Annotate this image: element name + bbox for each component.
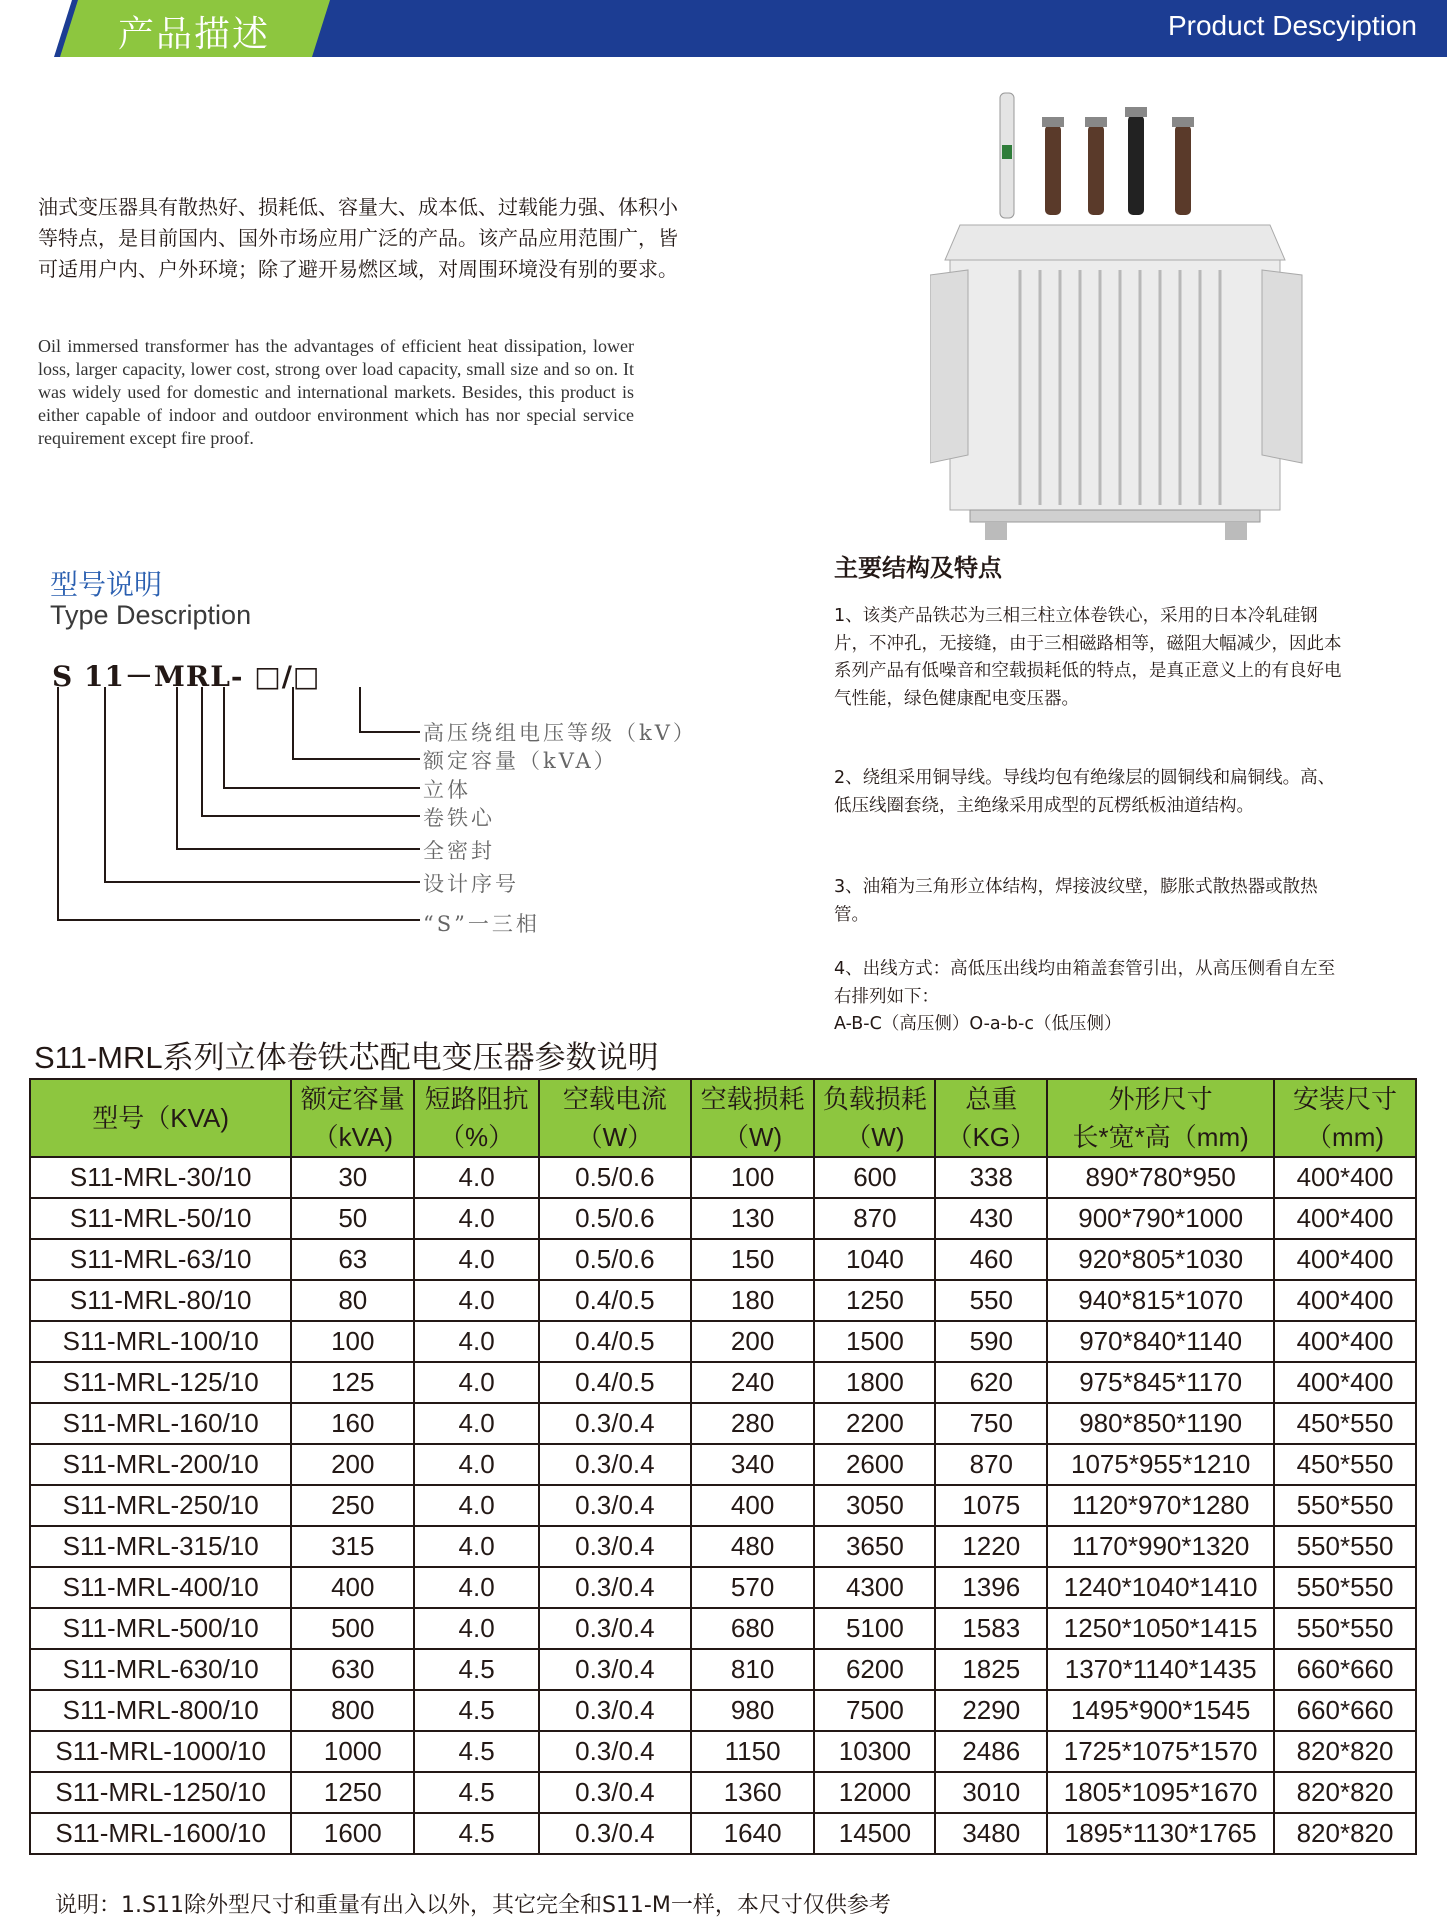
table-cell: 920*805*1030 [1047, 1239, 1274, 1280]
header-weight-l2: （KG） [946, 1122, 1037, 1152]
table-cell: S11-MRL-1000/10 [30, 1731, 291, 1772]
table-cell: 590 [935, 1321, 1047, 1362]
table-cell: 5100 [814, 1608, 935, 1649]
table-row [30, 1567, 1416, 1608]
table-cell: 4.0 [414, 1485, 539, 1526]
table-title: S11-MRL系列立体卷铁芯配电变压器参数说明 [34, 1040, 659, 1075]
table-cell: 4.0 [414, 1608, 539, 1649]
table-cell: 1640 [691, 1813, 815, 1854]
table-cell: 130 [691, 1198, 815, 1239]
header-noload-current [539, 1079, 691, 1157]
table-cell: 0.3/0.4 [539, 1403, 691, 1444]
header-install-size-l2: （mm) [1306, 1122, 1385, 1152]
header-weight-l1: 总重 [965, 1084, 1018, 1114]
table-cell: 150 [691, 1239, 815, 1280]
table-cell: 550*550 [1274, 1567, 1416, 1608]
header-title-cn: 产品描述 [118, 14, 271, 55]
table-cell: 80 [291, 1280, 414, 1321]
intro-text-cn: 油式变压器具有散热好、损耗低、容量大、成本低、过载能力强、体积小等特点，是目前国内、国外市场应用广泛的产品。该产品应用范围广，皆可适用户内、户外环境；除了避开易燃区域，对周围环境没有别的要求。 [38, 195, 678, 281]
table-cell: 660*660 [1274, 1690, 1416, 1731]
table-cell: 450*550 [1274, 1444, 1416, 1485]
table-cell: 1250*1050*1415 [1047, 1608, 1274, 1649]
table-cell: 2290 [935, 1690, 1047, 1731]
table-cell: 480 [691, 1526, 815, 1567]
table-row [30, 1280, 1416, 1321]
table-cell: 820*820 [1274, 1731, 1416, 1772]
table-cell: 1000 [291, 1731, 414, 1772]
table-cell: 125 [291, 1362, 414, 1403]
legend-three-phase: “S”一三相 [423, 912, 540, 936]
table-cell: 400*400 [1274, 1280, 1416, 1321]
table-cell: 940*815*1070 [1047, 1280, 1274, 1321]
table-cell: S11-MRL-63/10 [30, 1239, 291, 1280]
table-cell: S11-MRL-500/10 [30, 1608, 291, 1649]
header-title-en: Product Descyiption [1167, 10, 1417, 41]
table-cell: 1800 [814, 1362, 935, 1403]
table-cell: 810 [691, 1649, 815, 1690]
table-cell: 240 [691, 1362, 815, 1403]
table-cell: 600 [814, 1157, 935, 1198]
table-cell: S11-MRL-1250/10 [30, 1772, 291, 1813]
table-cell: S11-MRL-80/10 [30, 1280, 291, 1321]
table-cell: 180 [691, 1280, 815, 1321]
table-note: 说明：1.S11除外型尺寸和重量有出入以外，其它完全和S11-M一样，本尺寸仅供参考 [55, 1893, 891, 1918]
table-cell: 4.0 [414, 1362, 539, 1403]
table-cell: 0.5/0.6 [539, 1239, 691, 1280]
header-capacity [291, 1079, 414, 1157]
table-cell: S11-MRL-50/10 [30, 1198, 291, 1239]
header-dimensions-l1: 外形尺寸 [1108, 1084, 1213, 1114]
table-row [30, 1690, 1416, 1731]
table-cell: S11-MRL-100/10 [30, 1321, 291, 1362]
header-dimensions [1047, 1079, 1274, 1157]
table-row [30, 1608, 1416, 1649]
table-cell: 12000 [814, 1772, 935, 1813]
table-cell: 7500 [814, 1690, 935, 1731]
table-cell: 1495*900*1545 [1047, 1690, 1274, 1731]
table-cell: S11-MRL-200/10 [30, 1444, 291, 1485]
table-cell: 870 [935, 1444, 1047, 1485]
table-cell: 4.0 [414, 1526, 539, 1567]
table-cell: 0.3/0.4 [539, 1772, 691, 1813]
header-model [30, 1079, 291, 1157]
table-row [30, 1321, 1416, 1362]
table-cell: 1583 [935, 1608, 1047, 1649]
header-weight [935, 1079, 1047, 1157]
header-impedance-l2: （%） [439, 1122, 515, 1152]
table-cell: 820*820 [1274, 1813, 1416, 1854]
table-cell: 3480 [935, 1813, 1047, 1854]
table-cell: 250 [291, 1485, 414, 1526]
header-white-notch [0, 0, 72, 57]
header-impedance-l1: 短路阻抗 [424, 1084, 529, 1114]
table-cell: 1370*1140*1435 [1047, 1649, 1274, 1690]
table-cell: 4.5 [414, 1731, 539, 1772]
table-cell: 4.0 [414, 1239, 539, 1280]
table-cell: 0.3/0.4 [539, 1731, 691, 1772]
spec-table [29, 1078, 1417, 1855]
table-cell: 0.3/0.4 [539, 1526, 691, 1567]
table-row [30, 1239, 1416, 1280]
table-cell: 1075*955*1210 [1047, 1444, 1274, 1485]
table-cell: 970*840*1140 [1047, 1321, 1274, 1362]
table-cell: 620 [935, 1362, 1047, 1403]
table-cell: S11-MRL-160/10 [30, 1403, 291, 1444]
table-row [30, 1403, 1416, 1444]
table-cell: 1040 [814, 1239, 935, 1280]
model-code: S 11－MRL- □/□ [52, 660, 321, 693]
table-cell: 200 [691, 1321, 815, 1362]
table-cell: 4.5 [414, 1772, 539, 1813]
table-cell: 980*850*1190 [1047, 1403, 1274, 1444]
table-cell: 1360 [691, 1772, 815, 1813]
table-cell: 2600 [814, 1444, 935, 1485]
table-cell: 4.5 [414, 1649, 539, 1690]
table-cell: 1500 [814, 1321, 935, 1362]
table-cell: 400*400 [1274, 1362, 1416, 1403]
table-cell: 4.0 [414, 1280, 539, 1321]
table-cell: 4.5 [414, 1690, 539, 1731]
table-cell: 820*820 [1274, 1772, 1416, 1813]
table-cell: 550*550 [1274, 1608, 1416, 1649]
table-cell: 450*550 [1274, 1403, 1416, 1444]
table-cell: 3650 [814, 1526, 935, 1567]
table-cell: 400*400 [1274, 1198, 1416, 1239]
table-cell: 1240*1040*1410 [1047, 1567, 1274, 1608]
table-cell: 900*790*1000 [1047, 1198, 1274, 1239]
header-install-size-l1: 安装尺寸 [1293, 1084, 1398, 1114]
table-cell: 1250 [291, 1772, 414, 1813]
table-cell: 0.5/0.6 [539, 1157, 691, 1198]
table-row [30, 1526, 1416, 1567]
table-cell: 4.0 [414, 1157, 539, 1198]
table-cell: 550*550 [1274, 1485, 1416, 1526]
table-cell: 1120*970*1280 [1047, 1485, 1274, 1526]
table-cell: 870 [814, 1198, 935, 1239]
table-cell: 0.3/0.4 [539, 1567, 691, 1608]
table-cell: 630 [291, 1649, 414, 1690]
table-cell: 1170*990*1320 [1047, 1526, 1274, 1567]
table-cell: 63 [291, 1239, 414, 1280]
table-cell: S11-MRL-315/10 [30, 1526, 291, 1567]
table-cell: 550*550 [1274, 1526, 1416, 1567]
table-cell: S11-MRL-250/10 [30, 1485, 291, 1526]
transformer-photo [930, 85, 1340, 555]
table-cell: 1396 [935, 1567, 1047, 1608]
legend-hv-voltage: 高压绕组电压等级（kV） [423, 721, 697, 745]
table-row [30, 1485, 1416, 1526]
table-cell: 2200 [814, 1403, 935, 1444]
table-cell: 1600 [291, 1813, 414, 1854]
feature-item-1: 1、该类产品铁芯为三相三柱立体卷铁心，采用的日本冷轧硅钢片，不冲孔，无接缝，由于三相磁路相等，磁阻大幅减少，因此本系列产品有低噪音和空载损耗低的特点，是真正意义上的有良好电气性能，绿色健康配电变压器。 [834, 606, 1342, 709]
feature-item-2: 2、绕组采用铜导线。导线均包有绝缘层的圆铜线和扁铜线。高、低压线圈套绕，主绝缘采用成型的瓦楞纸板油道结构。 [834, 768, 1336, 816]
feature-item-5: A-B-C（高压侧）O-a-b-c（低压侧） [834, 1014, 1122, 1034]
features-title: 主要结构及特点 [834, 554, 1002, 582]
table-cell: 160 [291, 1403, 414, 1444]
table-cell: 800 [291, 1690, 414, 1731]
table-cell: 4.0 [414, 1567, 539, 1608]
table-cell: S11-MRL-630/10 [30, 1649, 291, 1690]
table-cell: 400 [691, 1485, 815, 1526]
table-row [30, 1198, 1416, 1239]
table-cell: 1725*1075*1570 [1047, 1731, 1274, 1772]
table-cell: S11-MRL-800/10 [30, 1690, 291, 1731]
table-cell: 4.0 [414, 1403, 539, 1444]
table-cell: 0.4/0.5 [539, 1321, 691, 1362]
table-cell: 3050 [814, 1485, 935, 1526]
header-noload-loss-l1: 空载损耗 [700, 1084, 805, 1114]
table-cell: 1150 [691, 1731, 815, 1772]
table-row [30, 1813, 1416, 1854]
table-cell: S11-MRL-1600/10 [30, 1813, 291, 1854]
header-noload-current-l2: （W） [576, 1122, 654, 1152]
table-cell: 280 [691, 1403, 815, 1444]
table-cell: 0.4/0.5 [539, 1362, 691, 1403]
table-cell: 4300 [814, 1567, 935, 1608]
legend-sealed: 全密封 [423, 839, 495, 863]
table-cell: 570 [691, 1567, 815, 1608]
table-cell: 1895*1130*1765 [1047, 1813, 1274, 1854]
header-impedance [414, 1079, 539, 1157]
header-capacity-l1: 额定容量 [300, 1084, 405, 1114]
table-cell: 400*400 [1274, 1239, 1416, 1280]
table-cell: 4.0 [414, 1444, 539, 1485]
table-cell: 975*845*1170 [1047, 1362, 1274, 1403]
table-cell: 100 [291, 1321, 414, 1362]
table-cell: S11-MRL-125/10 [30, 1362, 291, 1403]
table-row [30, 1157, 1416, 1198]
table-cell: 2486 [935, 1731, 1047, 1772]
table-cell: 10300 [814, 1731, 935, 1772]
header-capacity-l2: （kVA) [312, 1122, 393, 1152]
table-cell: 400*400 [1274, 1157, 1416, 1198]
header-noload-loss-l2: （W) [723, 1122, 783, 1152]
table-cell: 750 [935, 1403, 1047, 1444]
table-cell: 0.3/0.4 [539, 1444, 691, 1485]
table-cell: 3010 [935, 1772, 1047, 1813]
table-cell: 0.3/0.4 [539, 1485, 691, 1526]
table-cell: 200 [291, 1444, 414, 1485]
table-cell: 50 [291, 1198, 414, 1239]
table-cell: 0.5/0.6 [539, 1198, 691, 1239]
table-cell: 4.5 [414, 1813, 539, 1854]
header-load-loss [814, 1079, 935, 1157]
table-cell: 6200 [814, 1649, 935, 1690]
legend-wound-core: 卷铁心 [423, 806, 495, 830]
intro-text-en: Oil immersed transformer has the advantages of efficient heat dissipation, lower loss, larger capacity, lower cost, strong over load capacity, small size and so on. It was widely used for domestic and international markets. Besides, this product is either capable of indoor and outdoor environment which has nor special service requirement except fire proof. [38, 336, 634, 448]
table-cell: 660*660 [1274, 1649, 1416, 1690]
header-load-loss-l2: （W) [845, 1122, 905, 1152]
table-cell: 1250 [814, 1280, 935, 1321]
table-cell: 680 [691, 1608, 815, 1649]
table-cell: 0.4/0.5 [539, 1280, 691, 1321]
header-dimensions-l2: 长*宽*高（mm) [1072, 1122, 1249, 1152]
table-row [30, 1731, 1416, 1772]
table-cell: S11-MRL-400/10 [30, 1567, 291, 1608]
table-cell: 430 [935, 1198, 1047, 1239]
type-description-title-cn: 型号说明 [50, 568, 163, 601]
table-cell: S11-MRL-30/10 [30, 1157, 291, 1198]
table-cell: 550 [935, 1280, 1047, 1321]
table-cell: 1075 [935, 1485, 1047, 1526]
table-cell: 100 [691, 1157, 815, 1198]
table-cell: 0.3/0.4 [539, 1608, 691, 1649]
table-cell: 30 [291, 1157, 414, 1198]
type-description-title-en: Type Description [50, 600, 252, 630]
table-cell: 340 [691, 1444, 815, 1485]
header-load-loss-l1: 负载损耗 [822, 1084, 927, 1114]
table-cell: 0.3/0.4 [539, 1813, 691, 1854]
table-cell: 980 [691, 1690, 815, 1731]
feature-item-4: 4、出线方式：高低压出线均由箱盖套管引出，从高压侧看自左至右排列如下： [834, 959, 1336, 1007]
table-row [30, 1649, 1416, 1690]
table-cell: 1220 [935, 1526, 1047, 1567]
table-header-row [30, 1079, 1416, 1157]
table-row [30, 1772, 1416, 1813]
header-model-label: 型号（KVA) [92, 1103, 230, 1133]
table-cell: 0.3/0.4 [539, 1649, 691, 1690]
legend-3d: 立体 [423, 778, 471, 802]
table-cell: 1805*1095*1670 [1047, 1772, 1274, 1813]
header-install-size [1274, 1079, 1416, 1157]
header-noload-loss [691, 1079, 815, 1157]
table-cell: 890*780*950 [1047, 1157, 1274, 1198]
legend-rated-capacity: 额定容量（kVA） [423, 749, 618, 773]
table-row [30, 1444, 1416, 1485]
feature-item-3: 3、油箱为三角形立体结构，焊接波纹壁，膨胀式散热器或散热管。 [834, 877, 1318, 925]
table-cell: 4.0 [414, 1321, 539, 1362]
table-cell: 0.3/0.4 [539, 1690, 691, 1731]
legend-design-seq: 设计序号 [423, 872, 519, 896]
table-cell: 400*400 [1274, 1321, 1416, 1362]
table-cell: 460 [935, 1239, 1047, 1280]
table-cell: 14500 [814, 1813, 935, 1854]
table-row [30, 1362, 1416, 1403]
table-cell: 1825 [935, 1649, 1047, 1690]
header-banner [0, 0, 1447, 57]
table-body [30, 1157, 1416, 1854]
header-noload-current-l1: 空载电流 [562, 1084, 667, 1114]
table-cell: 4.0 [414, 1198, 539, 1239]
table-cell: 315 [291, 1526, 414, 1567]
table-cell: 500 [291, 1608, 414, 1649]
table-cell: 400 [291, 1567, 414, 1608]
table-cell: 338 [935, 1157, 1047, 1198]
